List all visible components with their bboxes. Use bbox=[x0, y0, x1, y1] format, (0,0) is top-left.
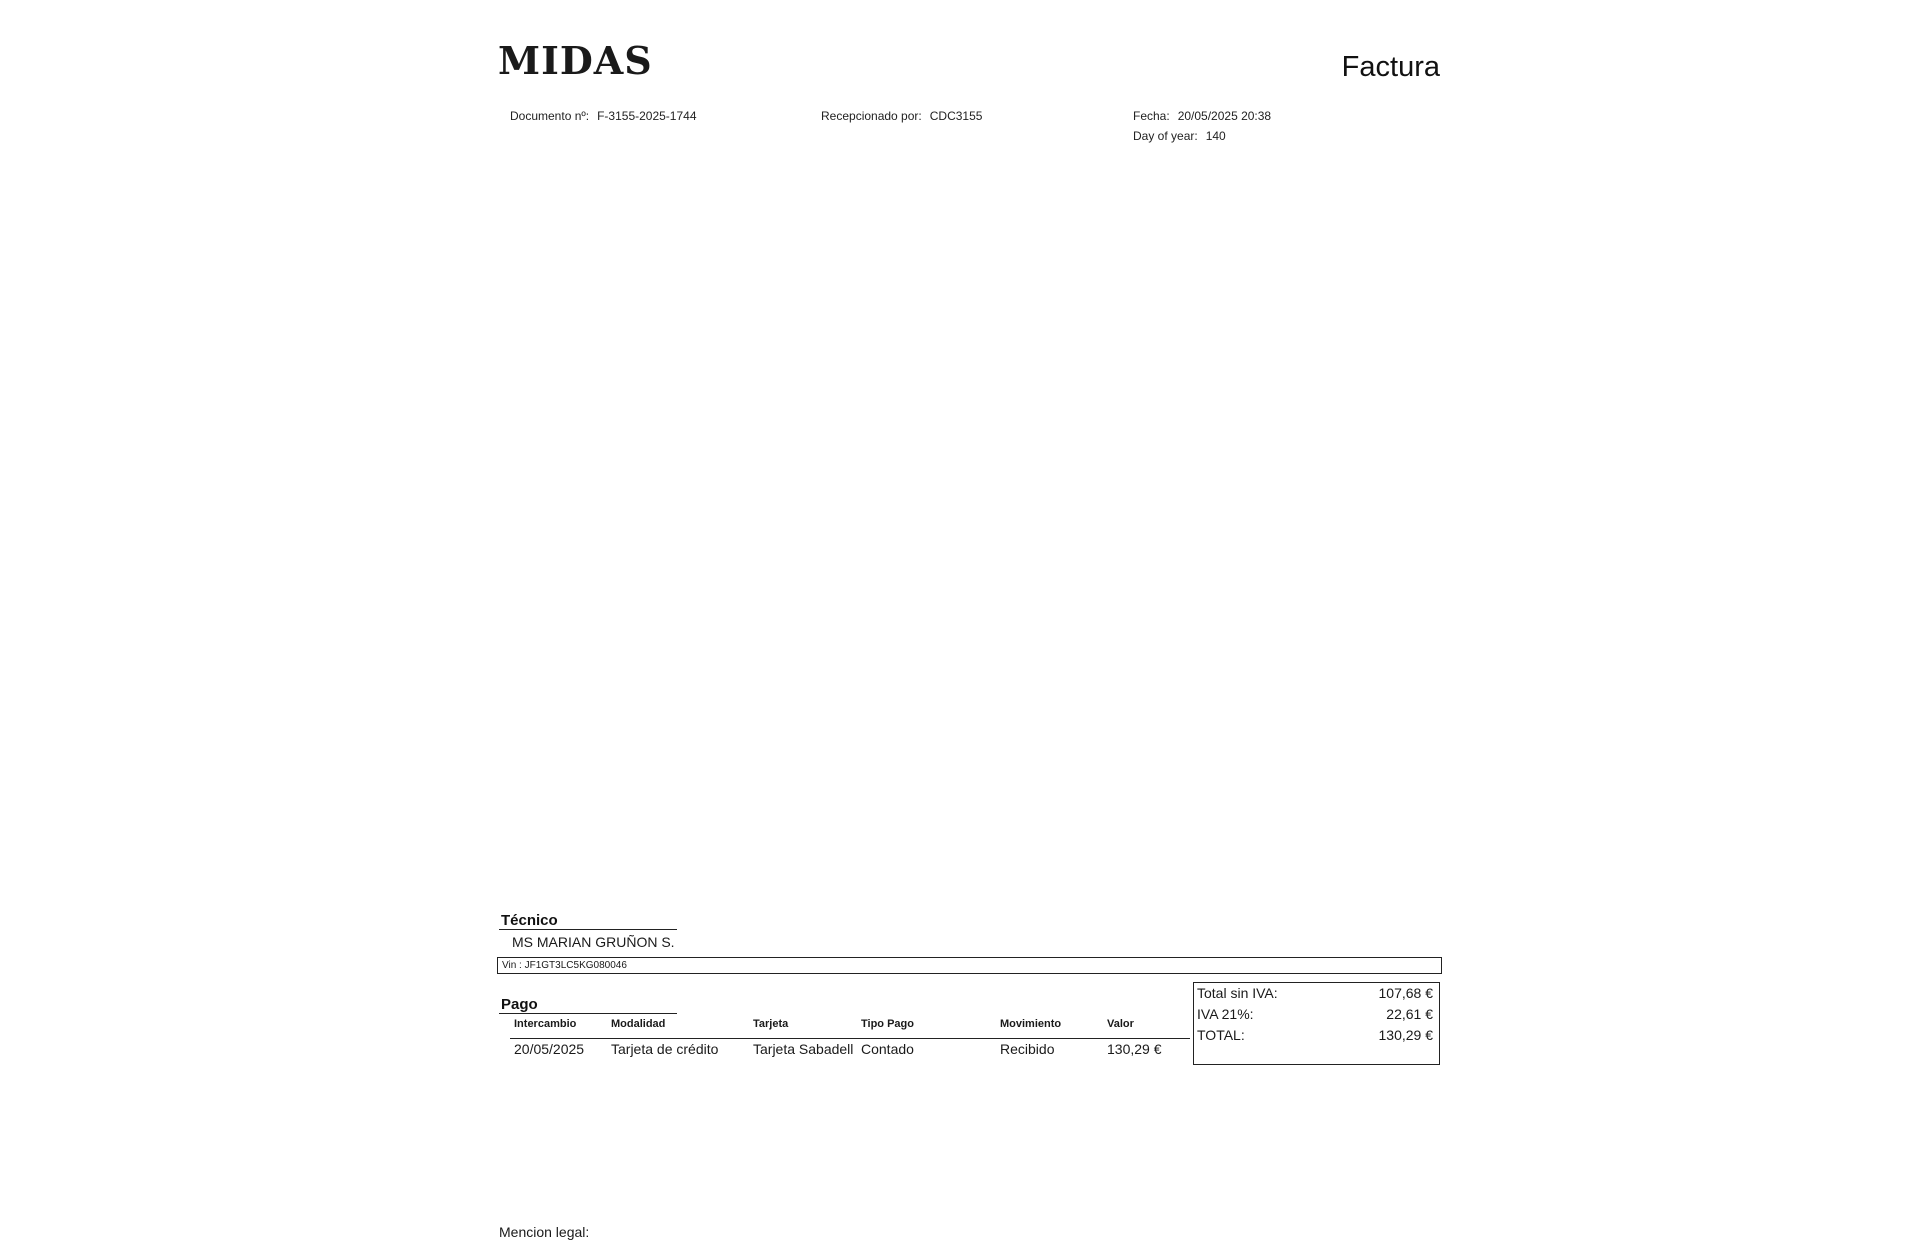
col-header-valor: Valor bbox=[1107, 1018, 1134, 1030]
col-header-modalidad: Modalidad bbox=[611, 1018, 666, 1030]
date-label: Fecha: bbox=[1133, 109, 1170, 123]
pago-underline bbox=[499, 1013, 677, 1014]
document-title: Factura bbox=[1341, 51, 1440, 83]
col-header-tarjeta: Tarjeta bbox=[753, 1018, 789, 1030]
col-header-tipo-pago: Tipo Pago bbox=[861, 1018, 914, 1030]
total-sin-iva-label: Total sin IVA: bbox=[1197, 985, 1278, 1001]
total-sin-iva-row bbox=[1197, 985, 1433, 1002]
total-value: 130,29 € bbox=[1378, 1027, 1433, 1043]
table-header-line bbox=[510, 1038, 1190, 1039]
received-by bbox=[821, 108, 982, 124]
cell-modalidad: Tarjeta de crédito bbox=[611, 1041, 719, 1057]
technician-name: MS MARIAN GRUÑON S. bbox=[512, 934, 675, 950]
iva-row bbox=[1197, 1006, 1433, 1023]
received-by-label: Recepcionado por: bbox=[821, 109, 922, 123]
tecnico-underline bbox=[499, 929, 677, 930]
document-number-label: Documento nº: bbox=[510, 109, 590, 123]
day-of-year-label: Day of year: bbox=[1133, 129, 1198, 143]
tecnico-title: Técnico bbox=[501, 912, 558, 929]
pago-title: Pago bbox=[501, 996, 538, 1013]
legal-mention: Mencion legal: bbox=[499, 1224, 590, 1240]
day-of-year bbox=[1133, 128, 1226, 144]
total-label: TOTAL: bbox=[1197, 1027, 1245, 1043]
document-number bbox=[510, 108, 697, 124]
date-value: 20/05/2025 20:38 bbox=[1177, 109, 1272, 123]
vin-text: Vin : JF1GT3LC5KG080046 bbox=[502, 960, 627, 971]
date bbox=[1133, 108, 1271, 124]
document-number-value: F-3155-2025-1744 bbox=[597, 109, 697, 123]
iva-label: IVA 21%: bbox=[1197, 1006, 1254, 1022]
total-row bbox=[1197, 1027, 1433, 1044]
col-header-movimiento: Movimiento bbox=[1000, 1018, 1062, 1030]
iva-value: 22,61 € bbox=[1386, 1006, 1433, 1022]
cell-tarjeta: Tarjeta Sabadell bbox=[753, 1041, 854, 1057]
midas-logo: MIDAS bbox=[498, 38, 653, 83]
day-of-year-value: 140 bbox=[1205, 129, 1226, 143]
cell-intercambio: 20/05/2025 bbox=[514, 1041, 585, 1057]
cell-movimiento: Recibido bbox=[1000, 1041, 1055, 1057]
received-by-value: CDC3155 bbox=[929, 109, 983, 123]
totals-box bbox=[1193, 982, 1440, 1065]
total-sin-iva-value: 107,68 € bbox=[1378, 985, 1433, 1001]
vin-box bbox=[497, 957, 1442, 974]
col-header-intercambio: Intercambio bbox=[514, 1018, 577, 1030]
cell-valor: 130,29 € bbox=[1107, 1041, 1162, 1057]
cell-tipo-pago: Contado bbox=[861, 1041, 914, 1057]
